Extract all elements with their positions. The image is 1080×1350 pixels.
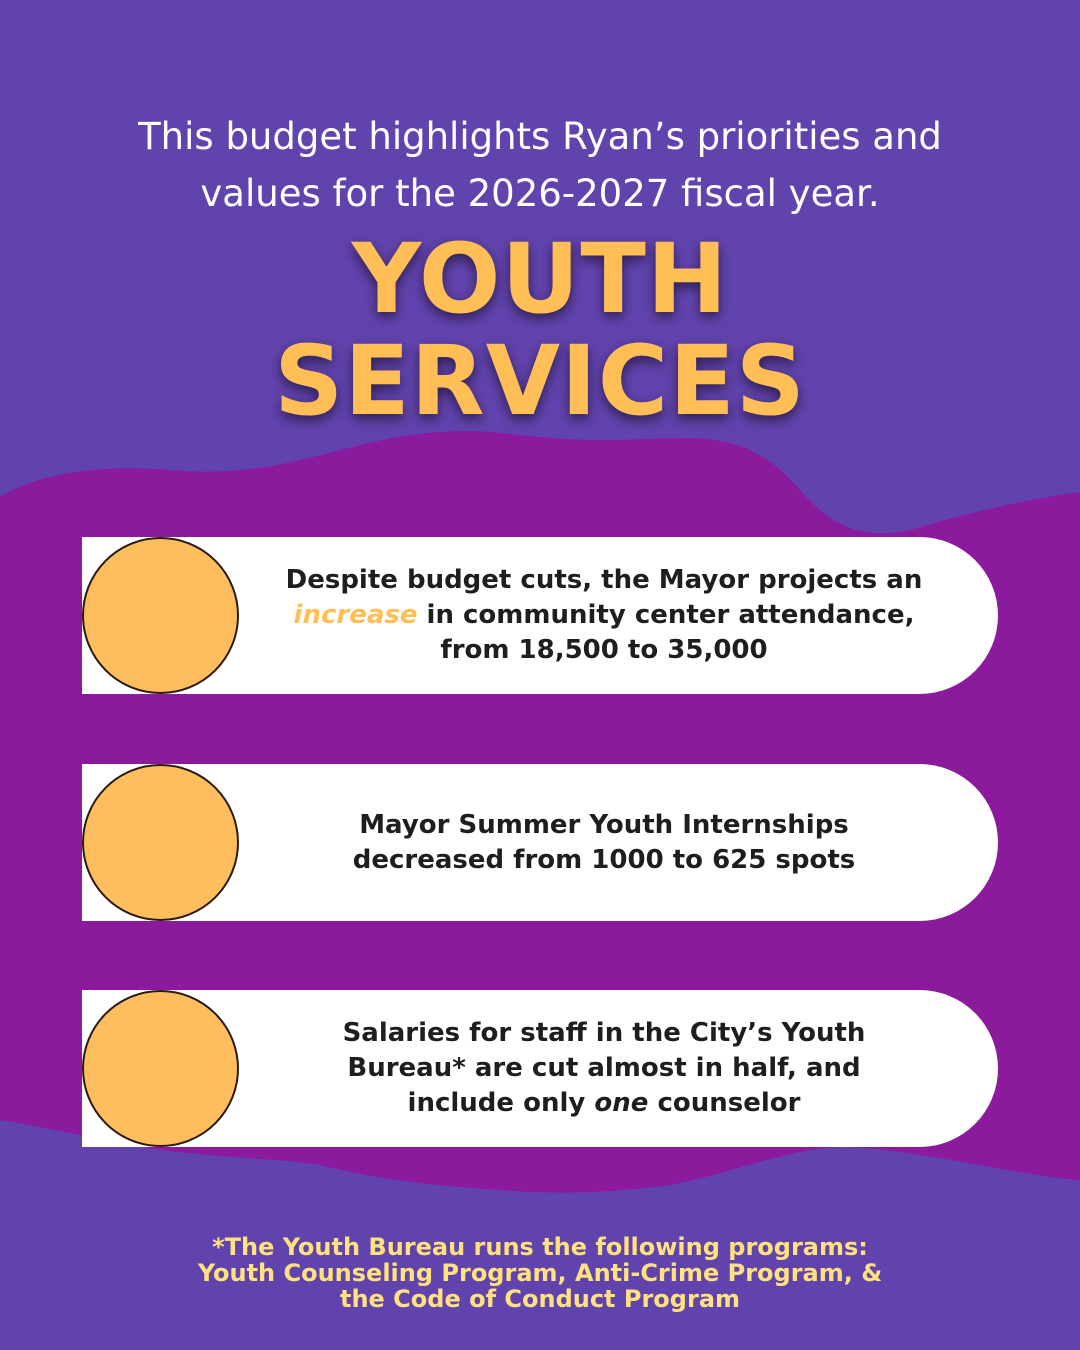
footnote-line-1: *The Youth Bureau runs the following programs: [212,1233,868,1261]
footnote-line-2: Youth Counseling Program, Anti-Crime Program, & [197,1259,883,1287]
emphasis-word: increase [293,600,418,630]
emphasis-word: one [594,1088,649,1118]
card-text [254,537,954,694]
card-line [408,1086,801,1121]
title-line-2: SERVICES [274,325,806,437]
card-text [254,764,954,921]
highlight-card-salaries [82,990,998,1147]
intro-line-1: This budget highlights Ryan’s priorities and [138,115,942,158]
highlight-card-attendance [82,537,998,694]
card-line [294,598,915,633]
card-line-post: counselor [648,1088,801,1118]
card-line: Salaries for staff in the City’s Youth [342,1018,866,1048]
bullet-circle-icon [82,764,239,921]
intro-text [40,108,1040,222]
card-text [254,990,954,1147]
card-line-pre: include only [407,1088,595,1118]
card-line: from 18,500 to 35,000 [440,635,768,665]
footnote-line-3: the Code of Conduct Program [339,1285,741,1313]
highlight-card-internships [82,764,998,921]
card-line: decreased from 1000 to 625 spots [352,844,856,875]
bullet-circle-icon [82,537,239,694]
card-line: Bureau* are cut almost in half, and [347,1053,861,1083]
card-line: Despite budget cuts, the Mayor projects an [285,565,923,595]
intro-line-2: values for the 2026-2027 fiscal year. [200,172,880,215]
page-title [40,223,1040,437]
title-line-1: YOUTH [351,223,729,335]
bullet-circle-icon [82,990,239,1147]
card-line-rest: in community center attendance, [417,600,915,630]
footnote [40,1234,1040,1312]
card-line: Mayor Summer Youth Internships [359,809,849,840]
